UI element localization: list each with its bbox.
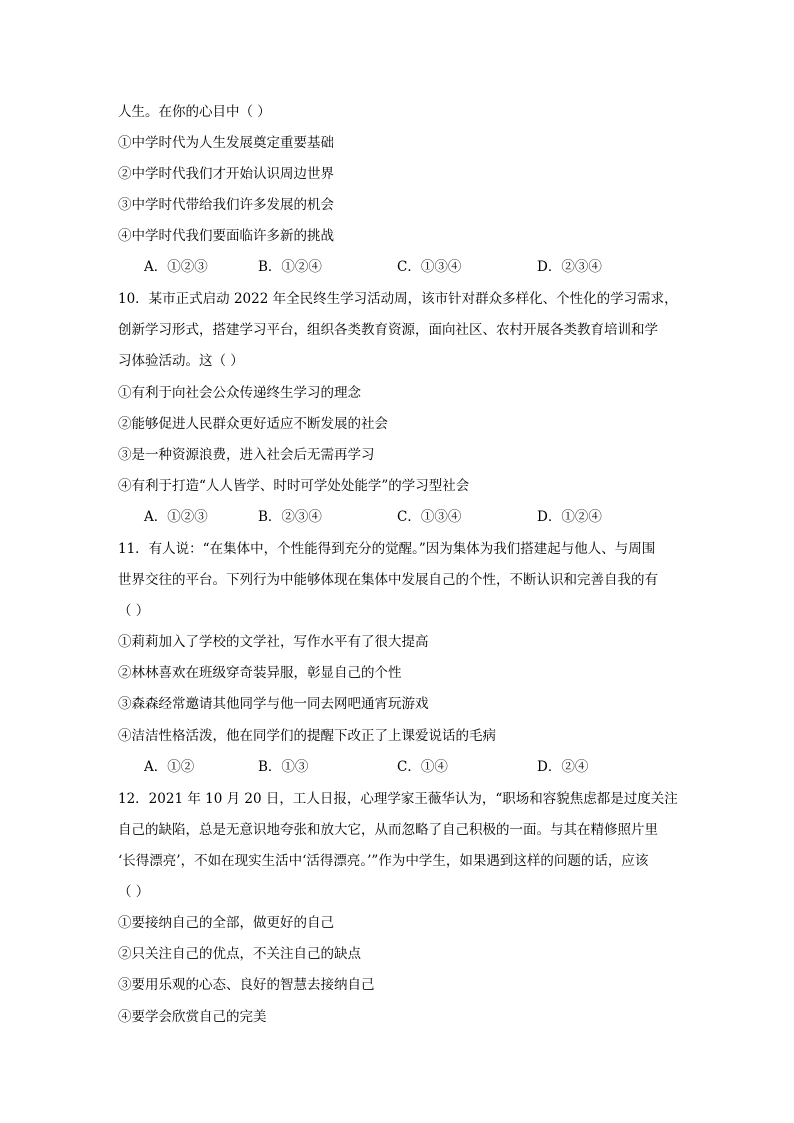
q10-option-c: C．①③④ [397,509,462,525]
q10-item-1: ①有利于向社会公众传递终生学习的理念 [118,385,361,401]
q12-item-2: ②只关注自己的优点，不关注自己的缺点 [118,946,361,962]
q9-item-3: ③中学时代带给我们许多发展的机会 [118,197,334,213]
q9-item-1: ①中学时代为人生发展奠定重要基础 [118,135,334,151]
q11-option-b: B．①③ [258,759,309,775]
q11-item-3: ③森森经常邀请其他同学与他一同去网吧通宵玩游戏 [118,696,429,712]
q10-item-4: ④有利于打造“人人皆学、时时可学处处能学”的学习型社会 [118,478,470,494]
q11-stem-line-2: 世界交往的平台。下列行为中能够体现在集体中发展自己的个性，不断认识和完善自我的有 [118,572,658,588]
q9-option-d: D．②③④ [537,259,602,275]
q10-item-2: ②能够促进人民群众更好适应不断发展的社会 [118,416,388,432]
q10-stem-line-3: 习体验活动。这（ ） [118,353,244,369]
q9-option-b: B．①②④ [258,259,322,275]
q12-item-1: ①要接纳自己的全部，做更好的自己 [118,915,334,931]
q9-item-2: ②中学时代我们才开始认识周边世界 [118,166,334,182]
q10-item-3: ③是一种资源浪费，进入社会后无需再学习 [118,447,375,463]
q12-item-4: ④要学会欣赏自己的完美 [118,1009,267,1025]
q11-item-1: ①莉莉加入了学校的文学社，写作水平有了很大提高 [118,634,429,650]
q11-stem-line-3: （ ） [118,603,150,619]
q10-option-d: D．①②④ [537,509,602,525]
q11-option-d: D．②④ [537,759,589,775]
q10-stem-line-1: 10．某市正式启动 2022 年全民终生学习活动周，该市针对群众多样化、个性化的学习需求， [118,291,678,307]
q9-item-4: ④中学时代我们要面临许多新的挑战 [118,228,334,244]
q10-option-b: B．②③④ [258,509,322,525]
q12-stem-line-2: 自己的缺陷，总是无意识地夸张和放大它，从而忽略了自己积极的一面。与其在精修照片里 [118,822,658,838]
q11-option-c: C．①④ [397,759,448,775]
q12-stem-line-3: ‘长得漂亮’，不如在现实生活中‘活得漂亮。’”作为中学生，如果遇到这样的问题的话，应该 [118,853,649,869]
q10-stem-line-2: 创新学习形式，搭建学习平台，组织各类教育资源，面向社区、农村开展各类教育培训和学 [118,322,658,338]
q12-item-3: ③要用乐观的心态、良好的智慧去接纳自己 [118,977,375,993]
q9-stem-tail: 人生。在你的心目中（ ） [118,104,271,120]
q9-option-a: A．①②③ [144,259,208,275]
q11-option-a: A．①② [144,759,195,775]
q11-item-4: ④洁洁性格活泼，他在同学们的提醒下改正了上课爱说话的毛病 [118,728,496,744]
q11-item-2: ②林林喜欢在班级穿奇装异服，彰显自己的个性 [118,665,402,681]
q12-stem-line-4: （ ） [118,884,150,900]
q10-option-a: A．①②③ [144,509,208,525]
q11-stem-line-1: 11．有人说：“在集体中，个性能得到充分的觉醒。”因为集体为我们搭建起与他人、与周围 [118,541,656,557]
q12-stem-line-1: 12．2021 年 10 月 20 日，工人日报，心理学家王薇华认为，“职场和容貌焦虑都是过度关注 [118,791,678,807]
q9-option-c: C．①③④ [397,259,462,275]
